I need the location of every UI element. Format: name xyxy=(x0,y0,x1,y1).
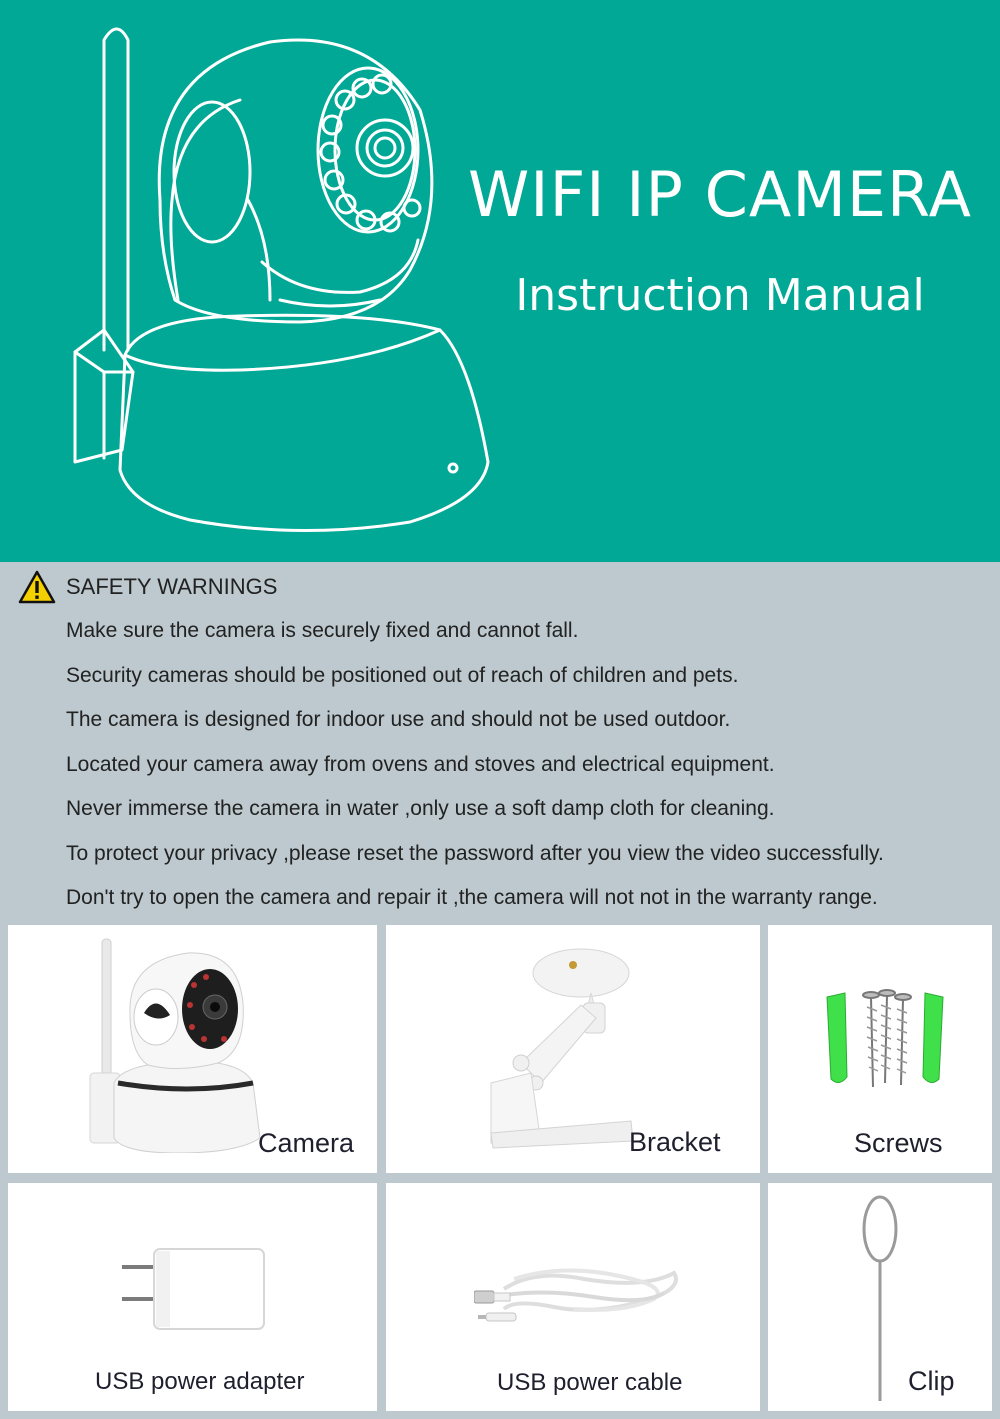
bracket-photo xyxy=(481,943,681,1158)
camera-outline-illustration xyxy=(0,0,500,562)
item-label: Camera xyxy=(258,1128,355,1158)
package-item-bracket xyxy=(386,925,760,1173)
warning-item: Don't try to open the camera and repair it ,the camera will not not in the warranty range. xyxy=(66,886,878,909)
package-item-screws xyxy=(768,925,992,1173)
item-label: USB power cable xyxy=(497,1369,683,1396)
usb-cable-photo xyxy=(474,1259,684,1339)
warning-item: Located your camera away from ovens and stoves and electrical equipment. xyxy=(66,752,775,776)
item-label: Screws xyxy=(854,1128,943,1158)
warning-item: Make sure the camera is securely fixed and cannot fall. xyxy=(66,619,579,642)
item-label: Bracket xyxy=(629,1127,721,1157)
warning-item: The camera is designed for indoor use and should not be used outdoor. xyxy=(66,708,731,731)
warning-item: To protect your privacy ,please reset the password after you view the video successfully. xyxy=(66,841,884,865)
warning-item: Security cameras should be positioned out of reach of children and pets. xyxy=(66,663,739,687)
warning-item: Never immerse the camera in water ,only use a soft damp cloth for cleaning. xyxy=(66,797,775,820)
camera-photo xyxy=(78,933,278,1153)
page-title: WIFI IP CAMERA xyxy=(468,158,972,231)
hero-banner xyxy=(0,0,1000,562)
screws-photo xyxy=(821,987,951,1097)
item-label: USB power adapter xyxy=(95,1368,305,1395)
item-label: Clip xyxy=(908,1366,955,1396)
clip-photo xyxy=(856,1191,906,1406)
package-item-usb-cable xyxy=(386,1183,760,1411)
usb-adapter-photo xyxy=(116,1245,276,1335)
safety-heading: SAFETY WARNINGS xyxy=(66,574,278,599)
package-item-clip xyxy=(768,1183,992,1411)
page-subtitle: Instruction Manual xyxy=(515,270,925,321)
safety-warning-list xyxy=(66,617,884,929)
warning-triangle-icon xyxy=(18,570,56,604)
package-item-usb-adapter xyxy=(8,1183,377,1411)
package-item-camera xyxy=(8,925,377,1173)
